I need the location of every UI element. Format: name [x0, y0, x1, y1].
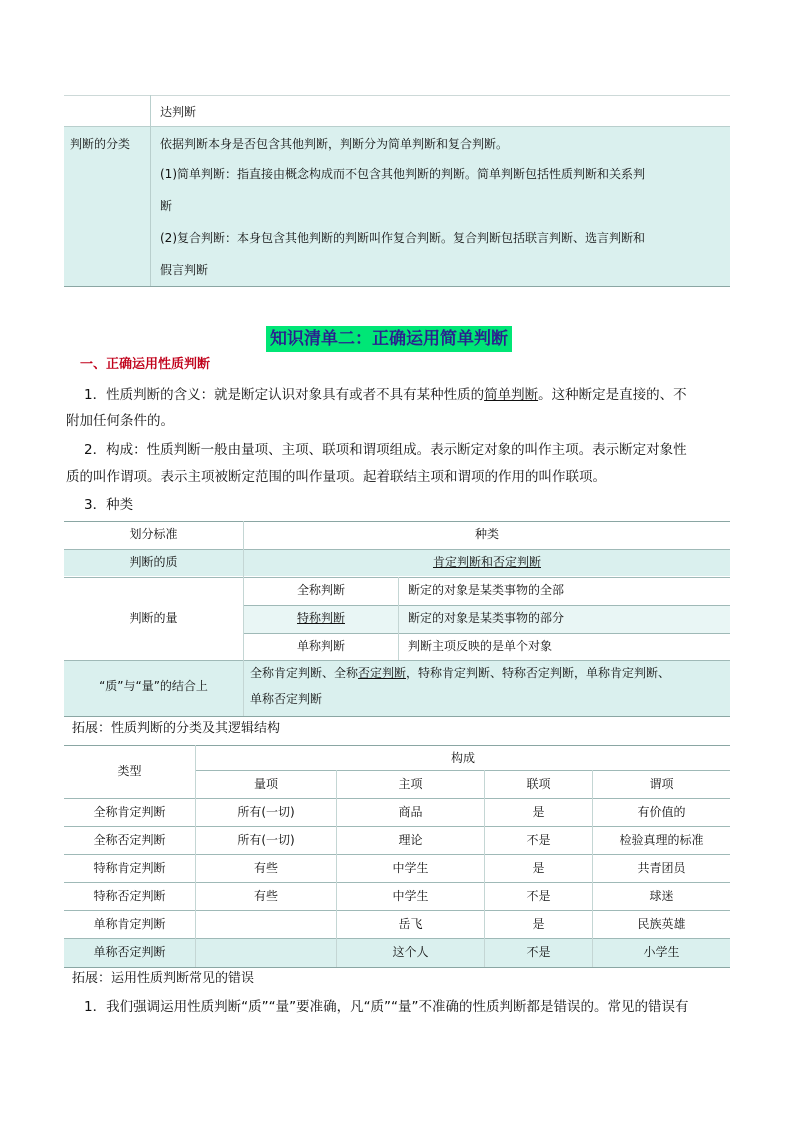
paragraph-line: 1．我们强调运用性质判断“质”“量”要准确，凡“质”“量”不准确的性质判断都是错误的。常见的错误有 — [84, 999, 689, 1015]
table-cell: 有价值的 — [637, 805, 686, 819]
text-span: 全称肯定判断、全称 — [250, 666, 359, 680]
table-cell: 有些 — [253, 861, 278, 875]
table-text-line: (1)简单判断：指直接由概念构成而不包含其他判断的判断。简单判断包括性质判断和关系判 — [160, 167, 646, 181]
table-cell: 中学生 — [392, 889, 429, 903]
table-cell: 是 — [532, 805, 545, 819]
table-header: 类型 — [117, 764, 142, 778]
table-cell: 不是 — [526, 945, 551, 959]
table-cell: 单称判断 — [296, 639, 345, 653]
column-divider — [150, 95, 151, 286]
paragraph-line: 质的叫作谓项。表示主项被断定范围的叫作量项。起着联结主项和谓项的作用的叫作联项。 — [66, 469, 606, 485]
row-divider — [244, 633, 730, 634]
table-cell: 断定的对象是某类事物的部分 — [408, 611, 565, 625]
column-header: 量项 — [253, 777, 278, 791]
column-header: 联项 — [526, 777, 551, 791]
table-cell: 岳飞 — [398, 917, 423, 931]
row-divider — [64, 660, 730, 661]
row-type: 单称肯定判断 — [93, 917, 166, 931]
table-cell — [244, 608, 398, 628]
table-cell: 所有(一切) — [237, 805, 295, 819]
table-cell: 中学生 — [392, 861, 429, 875]
table-cell: 达判断 — [160, 105, 197, 119]
section-title: 知识清单二：正确运用简单判断 — [266, 326, 512, 352]
row-divider — [64, 910, 730, 911]
underlined-term: 特称判断 — [296, 611, 345, 625]
column-header: 主项 — [398, 777, 423, 791]
row-type: 全称肯定判断 — [93, 805, 166, 819]
table-border — [64, 286, 730, 287]
row-divider — [64, 126, 730, 127]
paragraph-line: 2．构成：性质判断一般由量项、主项、联项和谓项组成。表示断定对象的叫作主项。表示断定对象性 — [84, 442, 687, 458]
underlined-term: 肯定判断和否定判断 — [432, 555, 541, 569]
table-cell: 断定的对象是某类事物的全部 — [408, 583, 565, 597]
table-text-line: 依据判断本身是否包含其他判断，判断分为简单判断和复合判断。 — [160, 137, 509, 151]
table-cell: 民族英雄 — [637, 917, 686, 931]
table-text-line: 断 — [160, 199, 173, 213]
table-cell: 这个人 — [392, 945, 429, 959]
column-header: 谓项 — [649, 777, 674, 791]
table-text-line: 单称否定判断 — [250, 692, 323, 706]
table-cell: 球迷 — [649, 889, 674, 903]
paragraph-line: 附加任何条件的。 — [66, 413, 174, 429]
table-text-line: (2)复合判断：本身包含其他判断的判断叫作复合判断。复合判断包括联言判断、选言判断和 — [160, 231, 646, 245]
row-divider — [195, 770, 730, 771]
table-cell: 全称判断 — [296, 583, 345, 597]
table-cell: 小学生 — [643, 945, 680, 959]
row-divider — [64, 938, 730, 939]
underlined-term: 简单判断 — [484, 387, 539, 403]
row-divider — [64, 854, 730, 855]
paragraph-line — [84, 382, 730, 408]
row-divider — [64, 882, 730, 883]
table-label: 判断的质 — [129, 555, 178, 569]
row-type: 单称否定判断 — [93, 945, 166, 959]
table-cell: 是 — [532, 861, 545, 875]
table-text-line: 假言判断 — [160, 263, 209, 277]
table-border — [64, 521, 730, 522]
table-cell: 商品 — [398, 805, 423, 819]
table-cell — [244, 552, 730, 572]
text-span: 。这种断定是直接的、不 — [538, 387, 687, 403]
text-span: 1．性质判断的含义：就是断定认识对象具有或者不具有某种性质的 — [84, 387, 485, 403]
table-cell: 是 — [532, 917, 545, 931]
column-divider — [398, 577, 399, 660]
underlined-term: 否定判断 — [358, 666, 407, 680]
row-divider — [64, 826, 730, 827]
table-cell: 判断主项反映的是单个对象 — [408, 639, 553, 653]
row-type: 全称否定判断 — [93, 833, 166, 847]
row-divider — [244, 605, 730, 606]
table-header: 构成 — [450, 751, 475, 765]
row-divider — [64, 798, 730, 799]
extension-label: 拓展：性质判断的分类及其逻辑结构 — [72, 721, 281, 736]
row-divider — [64, 577, 730, 578]
row-divider — [64, 549, 730, 550]
table-cell: 不是 — [526, 833, 551, 847]
table-header: 种类 — [474, 527, 499, 541]
table-label: “质”与“量”的结合上 — [99, 679, 208, 693]
row-type: 特称否定判断 — [93, 889, 166, 903]
table-header: 划分标准 — [129, 527, 178, 541]
table-cell: 理论 — [398, 833, 423, 847]
table-cell: 检验真理的标准 — [619, 833, 704, 847]
row-type: 特称肯定判断 — [93, 861, 166, 875]
table-cell: 共青团员 — [637, 861, 686, 875]
table-text-line — [250, 663, 728, 683]
sub-heading: 一、正确运用性质判断 — [80, 357, 211, 372]
table-cell: 不是 — [526, 889, 551, 903]
table-border — [64, 95, 730, 96]
text-span: ，特称肯定判断、特称否定判断，单称肯定判断、 — [406, 666, 671, 680]
table-border — [64, 745, 730, 746]
table-cell: 有些 — [253, 889, 278, 903]
extension-label: 拓展：运用性质判断常见的错误 — [72, 971, 255, 986]
table-cell: 所有(一切) — [237, 833, 295, 847]
table-label: 判断的量 — [129, 611, 178, 625]
table-label: 判断的分类 — [70, 137, 131, 151]
paragraph-line: 3．种类 — [84, 497, 134, 513]
